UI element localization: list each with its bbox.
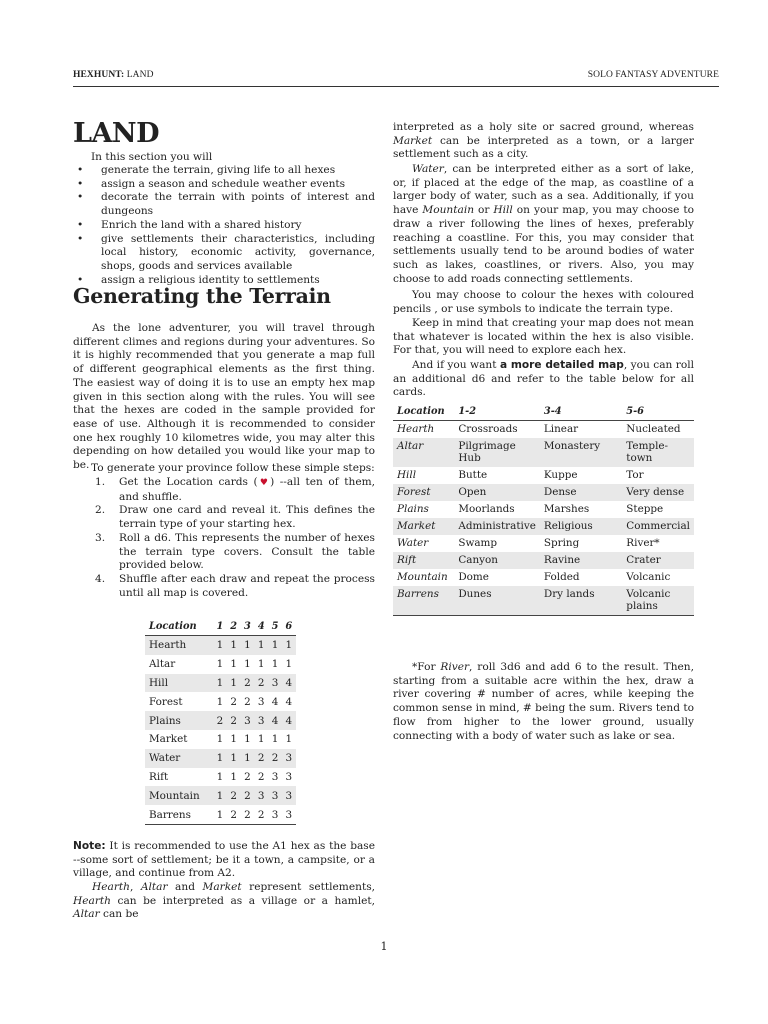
table-cell: Barrens — [393, 586, 454, 616]
table-cell: 1 — [282, 636, 296, 655]
table-cell: 3 — [282, 749, 296, 768]
list-item: • generate the terrain, giving life to all hexes — [73, 164, 375, 178]
table-cell: Canyon — [454, 552, 540, 569]
table-cell: Mountain — [145, 786, 213, 805]
table-cell: 1 — [244, 658, 251, 671]
list-item: • give settlements their characteristics, including local history, economic activity, governance, shops, goods and services available — [73, 233, 375, 274]
table-cell: 3 — [282, 786, 296, 805]
table-cell: Dunes — [454, 586, 540, 616]
table-cell: 1 — [268, 636, 282, 655]
table-row — [393, 484, 694, 501]
table-row — [393, 552, 694, 569]
table-cell: Spring — [543, 537, 580, 549]
table-cell: 2 — [254, 674, 268, 693]
table-row — [145, 730, 296, 749]
table-cell: 2 — [268, 749, 282, 768]
table-cell: Hearth — [145, 636, 213, 655]
list-item: • assign a religious identity to settlements — [73, 274, 375, 288]
table-row — [145, 711, 296, 730]
header-right: SOLO FANTASY ADVENTURE — [587, 70, 719, 80]
table-cell: 2 — [257, 770, 265, 783]
table-cell: Market — [393, 518, 454, 535]
table-header-row — [145, 618, 296, 636]
table-cell: 3 — [254, 711, 268, 730]
table-cell: Hill — [145, 674, 213, 693]
table-cell: 3 — [254, 786, 268, 805]
table-cell: Nucleated — [626, 423, 681, 435]
table-cell: 1 — [230, 733, 237, 746]
column-header: 3 — [241, 618, 255, 636]
right-paragraph-4: Keep in mind that creating your map does not mean that whatever is located within the hex is also visible. For that, you will need to explore each hex. — [393, 317, 694, 357]
note-label: Note: — [73, 840, 106, 852]
table-cell: Plains — [145, 711, 213, 730]
detailed-map-table — [393, 403, 694, 616]
table-cell: 1 — [213, 636, 227, 655]
table-cell: 2 — [241, 786, 255, 805]
header-rule — [73, 86, 719, 87]
table-cell: 2 — [227, 805, 241, 824]
table-cell: Hearth — [397, 423, 435, 435]
right-paragraph-1: interpreted as a holy site or sacred ground, whereas Market can be interpreted as a town, or a larger settlement such as a city. — [393, 121, 694, 161]
table-row — [145, 692, 296, 711]
table-cell: Monastery — [540, 438, 622, 467]
table-cell: 4 — [271, 695, 279, 708]
table-cell: 3 — [268, 674, 282, 693]
header-left: HEXHUNT: LAND — [73, 70, 154, 80]
table-row — [393, 438, 694, 467]
table-cell: 1 — [257, 658, 265, 671]
table-row — [145, 805, 296, 824]
column-header: 1 — [213, 618, 227, 636]
table-cell: 3 — [268, 805, 282, 824]
list-item: 2. Draw one card and reveal it. This defines the terrain type of your starting hex. — [95, 504, 375, 531]
table-cell: Dry lands — [540, 586, 622, 616]
column-header: 2 — [227, 618, 241, 636]
column-header: 1-2 — [454, 403, 540, 421]
table-cell: 2 — [241, 805, 255, 824]
table-cell: Very dense — [622, 484, 694, 501]
heart-icon: ♥ — [257, 478, 271, 488]
table-cell: 2 — [227, 786, 241, 805]
table-row — [145, 636, 296, 655]
table-cell: 2 — [254, 805, 268, 824]
table-cell: 1 — [254, 636, 268, 655]
table-row — [393, 421, 694, 439]
table-cell: Hill — [397, 469, 417, 481]
table-row — [393, 535, 694, 552]
right-paragraph-3: You may choose to colour the hexes with coloured pencils , or use symbols to indicate the terrain type. — [393, 289, 694, 315]
table-cell: Market — [149, 733, 188, 746]
table-header-row — [393, 403, 694, 421]
note-paragraph: Note: It is recommended to use the A1 hex as the base --some sort of settlement; be it a town, a campsite, or a village, and continue from A2. — [73, 840, 375, 880]
table-cell: Barrens — [145, 805, 213, 824]
table-cell: Moorlands — [458, 503, 515, 515]
table-cell: 1 — [257, 733, 265, 746]
table-cell: Folded — [543, 571, 580, 583]
table-cell: Butte — [458, 469, 488, 481]
table-cell: 1 — [227, 749, 241, 768]
table-cell: Pilgrimage Hub — [454, 438, 540, 467]
table-cell: 1 — [227, 636, 241, 655]
table-cell: Rift — [149, 770, 169, 783]
list-item: • Enrich the land with a shared history — [73, 219, 375, 233]
table-cell: Plains — [397, 503, 429, 515]
page-number: 1 — [380, 940, 388, 953]
table-cell: 4 — [285, 695, 293, 708]
table-cell: 1 — [285, 658, 293, 671]
list-item: 3. Roll a d6. This represents the number of hexes the terrain type covers. Consult the table provided below. — [95, 531, 375, 572]
table-cell: Crater — [622, 552, 694, 569]
table-cell: 1 — [271, 733, 279, 746]
table-cell: Commercial — [622, 518, 694, 535]
table-row — [145, 749, 296, 768]
table-cell: 1 — [216, 770, 224, 783]
column-header: Location — [393, 403, 454, 421]
right-paragraph-5: And if you want a more detailed map, you can roll an additional d6 and refer to the table below for all cards. — [393, 359, 694, 399]
table-row — [393, 501, 694, 518]
table-cell: 2 — [254, 749, 268, 768]
table-cell: Volcanic plains — [622, 586, 694, 616]
table-cell: 2 — [227, 711, 241, 730]
steps-list — [73, 476, 375, 600]
table-cell: Dome — [458, 571, 489, 583]
table-cell: 4 — [268, 711, 282, 730]
table-cell: Water — [145, 749, 213, 768]
table-cell: 1 — [216, 695, 224, 708]
table-cell: 1 — [285, 733, 293, 746]
table-row — [393, 518, 694, 535]
table-cell: Steppe — [626, 503, 664, 515]
list-item: 1. Get the Location cards (♥) --all ten of them, and shuffle. — [95, 476, 375, 503]
terrain-size-table — [145, 618, 296, 825]
river-note: *For River, roll 3d6 and add 6 to the result. Then, starting from a suitable acre within the hex, draw a river covering # number of acres, while keeping the common sense in mind, # being the sum. Rivers tend to flow from higher to the lower ground, usually connecting with a body of water such as lake or sea. — [393, 661, 694, 742]
table-cell: 2 — [241, 674, 255, 693]
table-cell: 3 — [285, 770, 293, 783]
table-cell: Mountain — [397, 571, 448, 583]
column-header: 4 — [254, 618, 268, 636]
table-cell: Rift — [393, 552, 454, 569]
table-cell: Crossroads — [458, 423, 518, 435]
table-cell: 3 — [282, 805, 296, 824]
table-cell: Forest — [393, 484, 454, 501]
column-header: Location — [145, 618, 213, 636]
table-cell: 3 — [271, 770, 279, 783]
column-header: 5 — [268, 618, 282, 636]
table-row — [393, 467, 694, 484]
table-row — [393, 569, 694, 586]
section-title: Generating the Terrain — [73, 284, 331, 308]
settlements-paragraph: Hearth, Altar and Market represent settlements, Hearth can be interpreted as a village or a hamlet, Altar can be — [73, 881, 375, 921]
table-row — [145, 768, 296, 787]
table-cell: 4 — [282, 711, 296, 730]
table-cell: Altar — [393, 438, 454, 467]
steps-intro: To generate your province follow these simple steps: — [91, 462, 375, 474]
table-row — [145, 786, 296, 805]
table-cell: 1 — [271, 658, 279, 671]
intro-list — [73, 164, 375, 287]
table-cell: 1 — [230, 658, 237, 671]
table-cell: 1 — [213, 749, 227, 768]
table-cell: Religious — [540, 518, 622, 535]
table-cell: Altar — [149, 658, 176, 671]
table-cell: 3 — [268, 786, 282, 805]
table-cell: Water — [397, 537, 429, 549]
column-header: 6 — [282, 618, 296, 636]
table-cell: 1 — [241, 749, 255, 768]
table-row — [393, 586, 694, 616]
list-item: • assign a season and schedule weather events — [73, 178, 375, 192]
table-cell: 2 — [230, 695, 237, 708]
table-cell: 1 — [230, 770, 237, 783]
table-cell: 3 — [241, 711, 255, 730]
terrain-paragraph: As the lone adventurer, you will travel through different climes and regions during your adventures. So it is highly recommended that you generate a map full of different geographical elements as the first thing. The easiest way of doing it is to use an empty hex map given in this section along with the rules. You will see that the hexes are coded in the sample provided for ease of use. Although it is recommended to consider one hex roughly 10 kilometres wide, you may alter this depending on how detailed you would like your map to be. — [73, 322, 375, 472]
table-cell: 1 — [213, 786, 227, 805]
table-cell: Administrative — [454, 518, 540, 535]
table-cell: Dense — [540, 484, 622, 501]
table-cell: 4 — [282, 674, 296, 693]
table-cell: 1 — [216, 733, 224, 746]
column-header: 5-6 — [622, 403, 694, 421]
table-cell: Forest — [149, 695, 183, 708]
table-cell: 1 — [213, 805, 227, 824]
table-cell: Swamp — [458, 537, 498, 549]
table-cell: Marshes — [543, 503, 590, 515]
running-header — [73, 70, 719, 86]
page-title: LAND — [73, 118, 160, 149]
list-item: • decorate the terrain with points of interest and dungeons — [73, 191, 375, 218]
table-row — [145, 655, 296, 674]
table-cell: 2 — [244, 770, 251, 783]
table-cell: River* — [626, 537, 660, 549]
table-cell: 1 — [213, 674, 227, 693]
table-row — [145, 674, 296, 693]
table-cell: 1 — [216, 658, 224, 671]
table-cell: Open — [454, 484, 540, 501]
intro-text: In this section you will — [91, 151, 213, 163]
table-cell: 3 — [257, 695, 265, 708]
table-cell: 2 — [213, 711, 227, 730]
table-cell: 1 — [244, 733, 251, 746]
table-cell: 1 — [241, 636, 255, 655]
table-cell: Tor — [626, 469, 644, 481]
column-header: 3-4 — [540, 403, 622, 421]
table-cell: Volcanic — [626, 571, 671, 583]
table-cell: Linear — [543, 423, 579, 435]
table-cell: 2 — [244, 695, 251, 708]
right-paragraph-2: Water, can be interpreted either as a sort of lake, or, if placed at the edge of the map, as coastline of a larger body of water, such as a sea. Additionally, if you have Mountain or Hill on your map, you may choose to draw a river following the lines of hexes, preferably reaching a coastline. For this, you may consider that settlements usually tend to be around bodies of water such as lakes, coastlines, or rivers. Also, you may choose to add roads connecting settlements. — [393, 163, 694, 285]
table-cell: 1 — [227, 674, 241, 693]
table-cell: Ravine — [540, 552, 622, 569]
list-item: 4. Shuffle after each draw and repeat the process until all map is covered. — [95, 572, 375, 599]
table-cell: Kuppe — [543, 469, 578, 481]
table-cell: Temple-town — [622, 438, 694, 467]
